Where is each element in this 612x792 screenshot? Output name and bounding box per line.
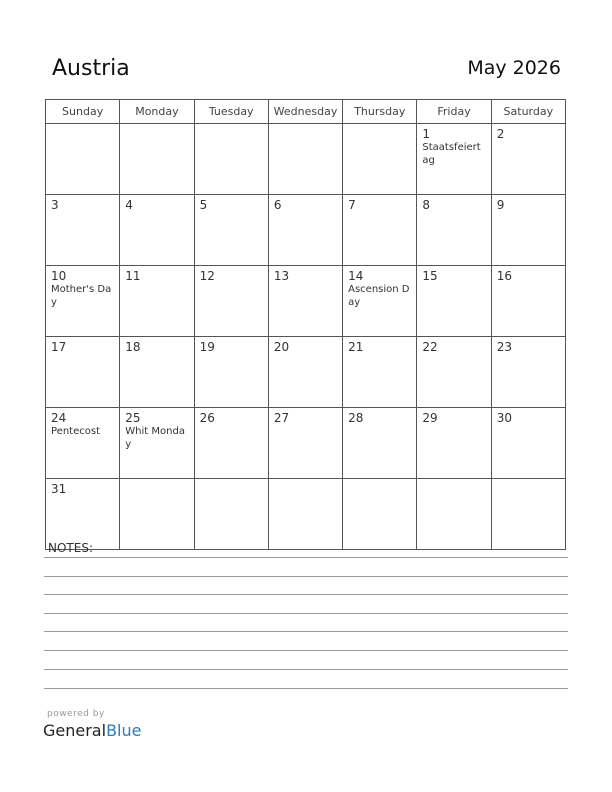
day-cell <box>268 408 342 479</box>
country-title: Austria <box>52 56 130 81</box>
generalblue-logo[interactable] <box>43 721 141 740</box>
weekday-tuesday: Tuesday <box>194 100 268 124</box>
day-number: 4 <box>125 198 133 212</box>
day-cell <box>120 479 194 550</box>
day-number: 22 <box>422 340 438 354</box>
brand-blue: Blue <box>106 721 142 740</box>
day-cell <box>268 479 342 550</box>
holiday-label: Mother's Day <box>51 284 112 308</box>
notes-line <box>44 594 568 595</box>
day-cell <box>46 337 120 408</box>
holiday-label: Whit Monday <box>125 426 185 450</box>
day-number: 29 <box>422 411 438 425</box>
notes-line <box>44 688 568 689</box>
day-number: 30 <box>496 411 512 425</box>
day-number: 2 <box>496 127 505 141</box>
week-row <box>46 124 566 195</box>
week-row <box>46 337 566 408</box>
weekday-sunday: Sunday <box>46 100 120 124</box>
day-number: 11 <box>125 269 141 283</box>
day-number: 6 <box>273 198 282 212</box>
day-number: 21 <box>348 340 364 354</box>
day-number: 20 <box>273 340 290 354</box>
day-number: 28 <box>348 411 364 425</box>
day-cell <box>120 337 194 408</box>
day-cell <box>268 266 342 337</box>
day-number: 5 <box>199 198 208 212</box>
day-cell <box>343 266 417 337</box>
day-cell <box>417 266 491 337</box>
calendar-grid <box>45 99 566 550</box>
day-cell <box>120 124 194 195</box>
day-cell <box>120 266 194 337</box>
notes-line <box>44 631 568 632</box>
week-row <box>46 195 566 266</box>
day-cell <box>194 337 268 408</box>
notes-line <box>44 576 568 577</box>
powered-by-text: powered by <box>47 709 105 719</box>
day-cell <box>194 479 268 550</box>
day-number: 8 <box>422 198 431 212</box>
day-cell <box>194 266 268 337</box>
weekday-header-row <box>46 100 566 124</box>
notes-line <box>44 557 568 558</box>
day-number: 17 <box>51 340 67 354</box>
day-number: 10 <box>51 269 67 283</box>
day-number: 3 <box>51 198 59 212</box>
day-cell <box>343 408 417 479</box>
week-row <box>46 408 566 479</box>
day-number: 24 <box>51 411 67 425</box>
day-number: 13 <box>273 269 290 283</box>
weekday-wednesday: Wednesday <box>268 100 342 124</box>
notes-label: NOTES: <box>48 541 93 555</box>
day-cell <box>46 479 120 550</box>
day-cell <box>343 337 417 408</box>
notes-line <box>44 669 568 670</box>
day-cell <box>268 124 342 195</box>
day-cell <box>194 195 268 266</box>
day-cell <box>491 124 565 195</box>
weekday-friday: Friday <box>417 100 491 124</box>
day-cell <box>417 124 491 195</box>
notes-line <box>44 613 568 614</box>
day-number: 1 <box>422 127 431 141</box>
day-cell <box>491 408 565 479</box>
month-title: May 2026 <box>467 57 561 79</box>
day-number: 7 <box>348 198 356 212</box>
day-number: 15 <box>422 269 438 283</box>
day-number: 26 <box>199 411 215 425</box>
holiday-label: Ascension Day <box>348 284 410 308</box>
day-number: 12 <box>199 269 215 283</box>
day-cell <box>46 195 120 266</box>
day-cell <box>491 337 565 408</box>
weekday-monday: Monday <box>120 100 194 124</box>
day-cell <box>343 195 417 266</box>
notes-line <box>44 650 568 651</box>
day-number: 27 <box>273 411 290 425</box>
day-number: 16 <box>496 269 512 283</box>
day-number: 25 <box>125 411 141 425</box>
day-cell <box>120 408 194 479</box>
day-cell <box>268 337 342 408</box>
day-number: 9 <box>496 198 505 212</box>
day-cell <box>46 266 120 337</box>
day-cell <box>417 195 491 266</box>
holiday-label: Staatsfeiertag <box>422 142 481 166</box>
day-number: 31 <box>51 482 67 496</box>
day-cell <box>417 408 491 479</box>
day-cell <box>491 195 565 266</box>
day-number: 14 <box>348 269 364 283</box>
day-number: 19 <box>199 340 215 354</box>
weekday-thursday: Thursday <box>343 100 417 124</box>
day-cell <box>268 195 342 266</box>
day-number: 18 <box>125 340 141 354</box>
day-cell <box>343 124 417 195</box>
week-row <box>46 266 566 337</box>
day-cell <box>491 479 565 550</box>
day-cell <box>120 195 194 266</box>
weekday-saturday: Saturday <box>491 100 565 124</box>
week-row <box>46 479 566 550</box>
day-cell <box>417 479 491 550</box>
day-cell <box>46 124 120 195</box>
day-cell <box>194 408 268 479</box>
day-number: 23 <box>496 340 512 354</box>
holiday-label: Pentecost <box>51 426 100 437</box>
day-cell <box>417 337 491 408</box>
day-cell <box>46 408 120 479</box>
day-cell <box>491 266 565 337</box>
day-cell <box>194 124 268 195</box>
brand-general: General <box>43 721 107 740</box>
day-cell <box>343 479 417 550</box>
